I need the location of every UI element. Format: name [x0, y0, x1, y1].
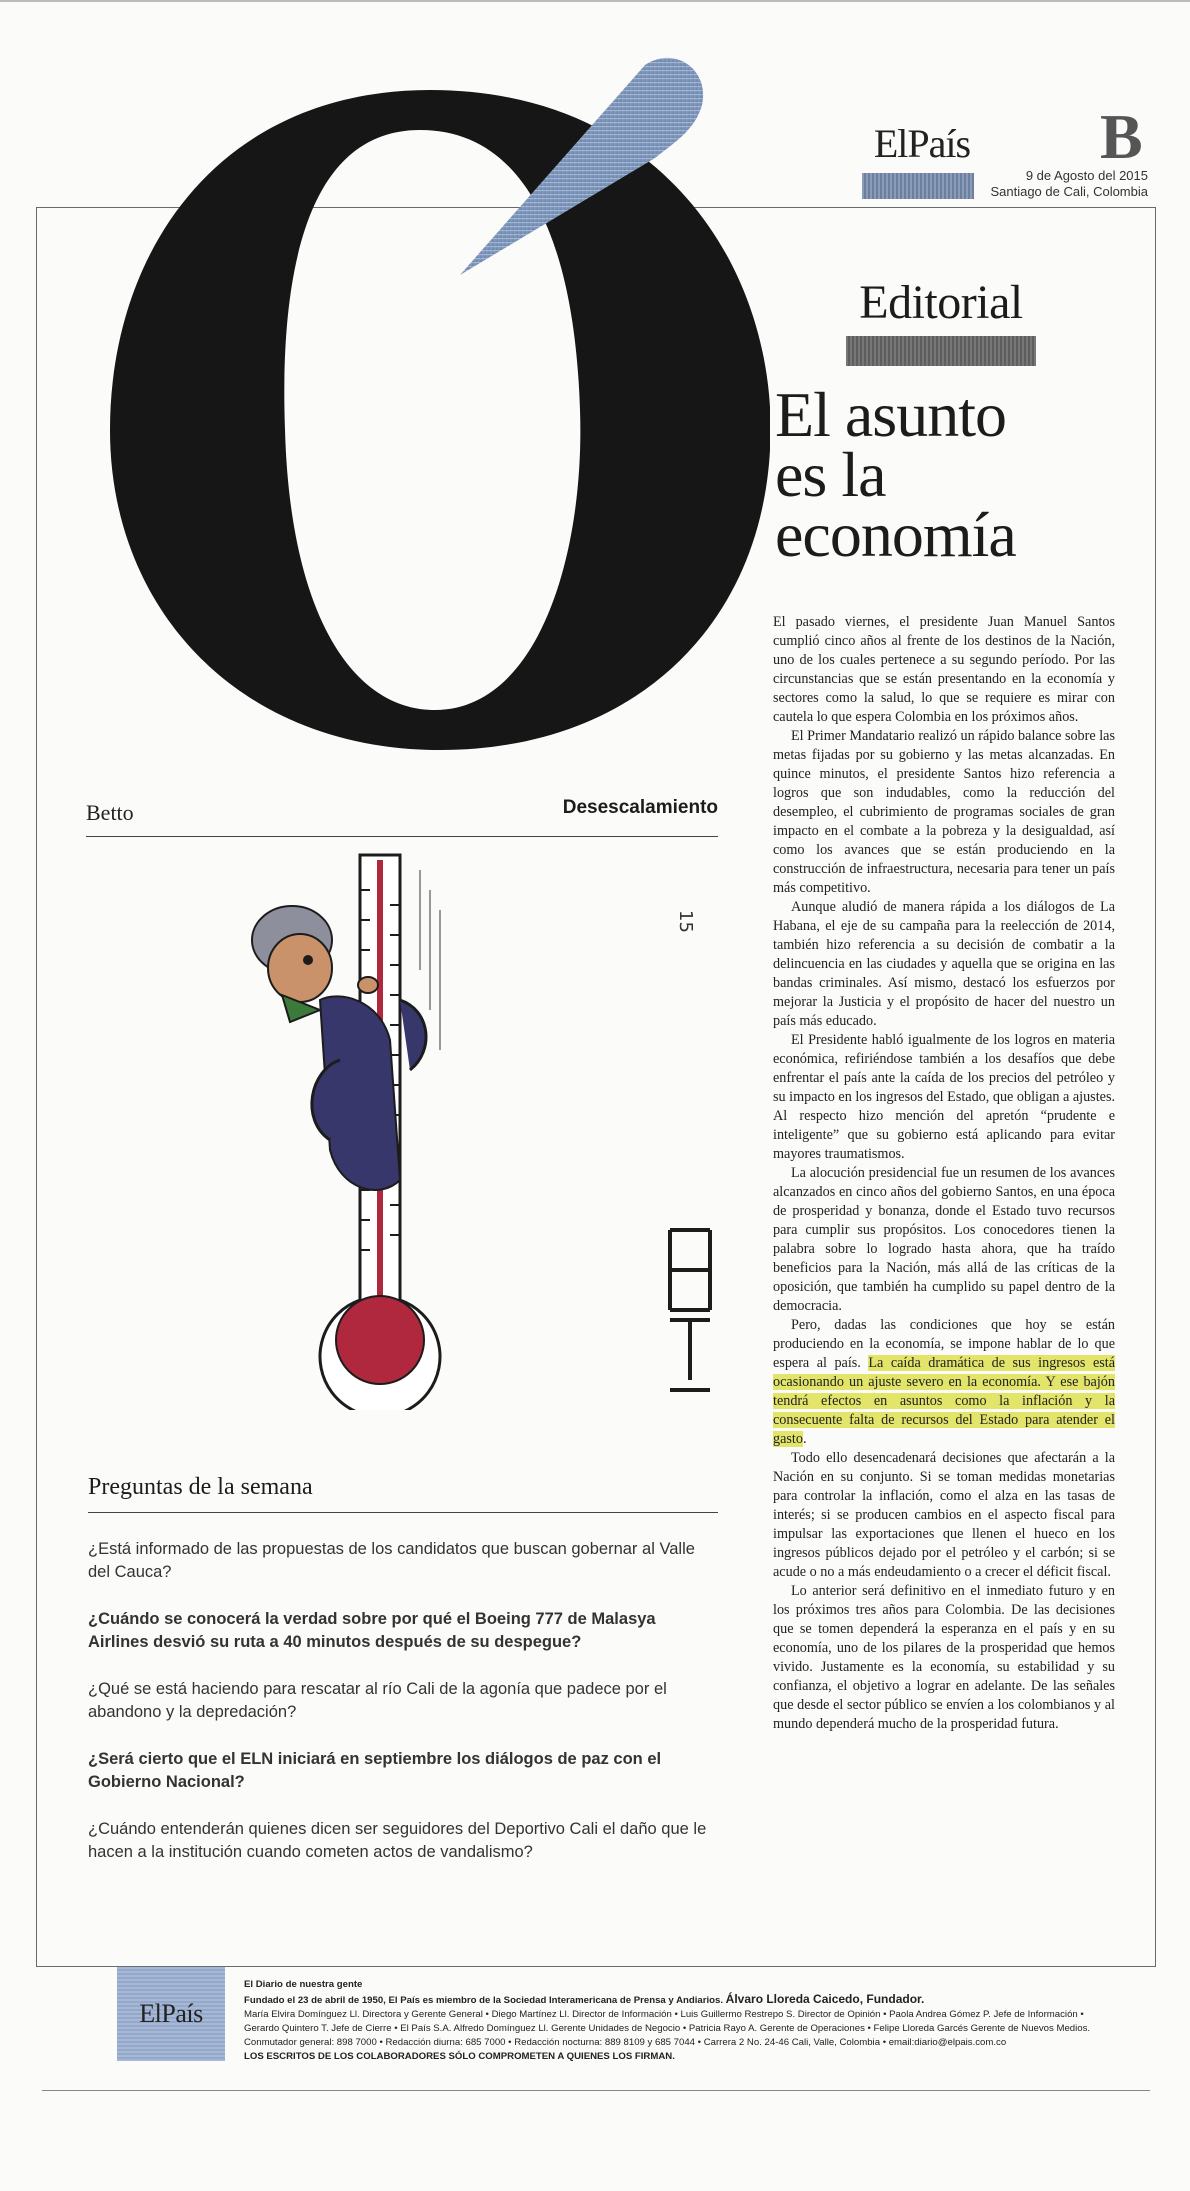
footer-disclaimer: LOS ESCRITOS DE LOS COLABORADORES SÓLO COMPROMETEN A QUIENES LOS FIRMAN.: [244, 2051, 675, 2062]
body-paragraph: El pasado viernes, el presidente Juan Manuel Santos cumplió cinco años al frente de los destinos de la Nación, uno de los cuales pertenece a su segundo período. Por las circunstancias que se están presentando en la economía y sectores como la salud, lo que se requiere es mirar con cautela lo que espera Colombia en los próximos años.: [773, 614, 1115, 725]
questions-list: [88, 1538, 718, 1888]
footer-logo: [117, 1967, 225, 2061]
body-paragraph: La alocución presidencial fue un resumen de los avances alcanzados en cinco años del gobierno Santos, en una época de prosperidad y bonanza, donde el Estado tuvo recursos para cumplir sus propósitos. Los conocedores tienen la palabra sobre lo logrado hasta ahora, que ha traído beneficios para la Nación, más allá de las críticas de la oposición, que también ha cumplido su papel dentro de la democracia.: [773, 1165, 1115, 1314]
dateline-date: 9 de Agosto del 2015: [1025, 168, 1148, 183]
section-kicker: [845, 275, 1037, 366]
highlighted-text: La caída dramática de sus ingresos está ocasionando un ajuste severo en la economía. Y ese bajón tendrá efectos en asuntos como la inflación y la consecuente falta de recursos del Estado para atender el gasto: [773, 1355, 1116, 1447]
footer-founded-line: [244, 1992, 1124, 2008]
section-letter: B: [1100, 101, 1143, 172]
section-kicker-bar: [846, 336, 1036, 366]
question-item: ¿Cuándo entenderán quienes dicen ser seguidores del Deportivo Cali el daño que le hacen a la institución cuando cometen actos de vandalismo?: [88, 1820, 707, 1861]
body-text: .: [802, 1431, 807, 1447]
question-item: ¿Será cierto que el ELN iniciará en septiembre los diálogos de paz con el Gobierno Nacional?: [88, 1750, 662, 1791]
cartoon-title: Desescalamiento: [562, 797, 718, 818]
masthead-logo: [862, 120, 982, 199]
question-item: ¿Está informado de las propuestas de los candidatos que buscan gobernar al Valle del Cauca?: [88, 1540, 695, 1581]
footer-contact: Conmutador general: 898 7000 • Redacción diurna: 685 7000 • Redacción nocturna: 889 8109 y 685 7044 • Carrera 2 No. 24-46 Cali, Valle, Colombia • email:diario@elpais.com.co: [244, 2037, 1007, 2048]
body-paragraph: Aunque aludió de manera rápida a los diálogos de La Habana, el eje de su campaña para la reelección de 2014, también hizo referencia a su decisión de combatir a la delincuencia en las ciudades y aquella que se origina en las bandas criminales. Así mismo, destacó los esfuerzos por mejorar la Justicia y el propósito de hacer del nuestro un país más educado.: [773, 899, 1115, 1029]
footer-founder: Álvaro Lloreda Caicedo, Fundador.: [725, 1992, 925, 2006]
cartoon-rule: [86, 836, 718, 837]
questions-rule: [88, 1512, 718, 1513]
question-item: ¿Qué se está haciendo para rescatar al río Cali de la agonía que padece por el abandono y la depredación?: [88, 1680, 667, 1721]
body-paragraph: El Presidente habló igualmente de los logros en materia económica, refiriéndose también a los desafíos que debe enfrentar el país ante la caída de los precios del petróleo y su impacto en los ingresos del Estado, que obligan a ajustes. Al respecto hizo mención del apretón “prudente e inteligente” que su gobierno está aplicando para evitar mayores traumatismos.: [773, 1032, 1116, 1162]
cartoon-author: Betto: [86, 800, 134, 825]
editorial-headline: [775, 379, 1135, 570]
body-paragraph: Todo ello desencadenará decisiones que afectarán a la Nación en su conjunto. Si se toman medidas monetarias para controlar la inflación, como el alza en las tasas de interés; si se producen cambios en el aspecto fiscal para impulsar las exportaciones que llenen el hueco en los ingresos públicos dejado por el petróleo y el carbón; si se acude o no a más endeudamiento o a crecer el déficit fiscal.: [773, 1450, 1115, 1580]
cartoon-date-mark: 15: [675, 910, 696, 933]
headline-line: economía: [775, 499, 1016, 570]
questions-title: Preguntas de la semana: [88, 1474, 313, 1500]
headline-line: El asunto: [775, 379, 1006, 450]
footer-staff: María Elvira Domínguez Ll. Directora y Gerente General • Diego Martínez Ll. Director de Información • Luis Guillermo Restrepo S. Director de Opinión • Paola Andrea Gómez P. Jefe de Información •: [244, 2009, 1084, 2020]
body-paragraph: Lo anterior será definitivo en el inmediato futuro y en los próximos tres años para Colombia. De las decisiones que se tomen dependerá la esperanza en el país y en su economía, uno de los pilares de la prosperidad que hemos vivido. Justamente es la economía, su estabilidad y su confianza, el objetivo a lograr en adelante. De las señales que desde el sector público se envíen a los colombianos y al mundo dependerá mucho de la prosperidad futura.: [773, 1583, 1115, 1732]
footer-staff: Gerardo Quintero T. Jefe de Cierre • El País S.A. Alfredo Domínguez Ll. Gerente Unidades de Negocio • Patricia Rayo A. Gerente de Operaciones • Felipe Lloreda Garcés Gerente de Nuevos Medios.: [244, 2023, 1091, 2034]
editorial-body: [773, 613, 1115, 1734]
footer-logo-text: ElPaís: [139, 1999, 203, 2028]
footer-tagline: El Diario de nuestra gente: [244, 1979, 363, 1990]
top-rule: [0, 0, 1190, 2]
thermometer-cartoon: [230, 850, 730, 1410]
cartoonist-signature: [670, 1230, 710, 1390]
footer-credits: [244, 1978, 1124, 2064]
footer-founded: Fundado el 23 de abril de 1950, El País es miembro de la Sociedad Interamericana de Prensa y Andiarios.: [244, 1995, 723, 2006]
section-kicker-label: Editorial: [859, 276, 1023, 329]
dateline-place: Santiago de Cali, Colombia: [990, 184, 1148, 199]
body-paragraph-highlighted: [773, 1316, 1115, 1449]
body-paragraph: El Primer Mandatario realizó un rápido balance sobre las metas fijadas por su gobierno y las metas alcanzadas. En quince minutos, el presidente Santos hizo referencia a logros que son indudables, como la reducción del desempleo, el cubrimiento de programas sociales de gran impacto en el combate a la pobreza y la desigualdad, así como los avances que se están produciendo en la construcción de infraestructura, necesaria para tener un país más competitivo.: [773, 728, 1115, 896]
masthead-logo-bar: [862, 173, 974, 199]
question-item: ¿Cuándo se conocerá la verdad sobre por qué el Boeing 777 de Malasya Airlines desvió su ruta a 40 minutos después de su despegue?: [88, 1610, 656, 1651]
big-o-accent-graphic: [90, 50, 770, 770]
headline-line: es la: [775, 439, 886, 510]
masthead-logo-text: ElPaís: [873, 121, 971, 166]
dateline: [990, 168, 1148, 200]
body-text: Pero, dadas las condiciones que hoy se están produciendo en la economía, se impone hablar de lo que espera al país.: [773, 1317, 1115, 1371]
footer-rule: [42, 2090, 1150, 2091]
